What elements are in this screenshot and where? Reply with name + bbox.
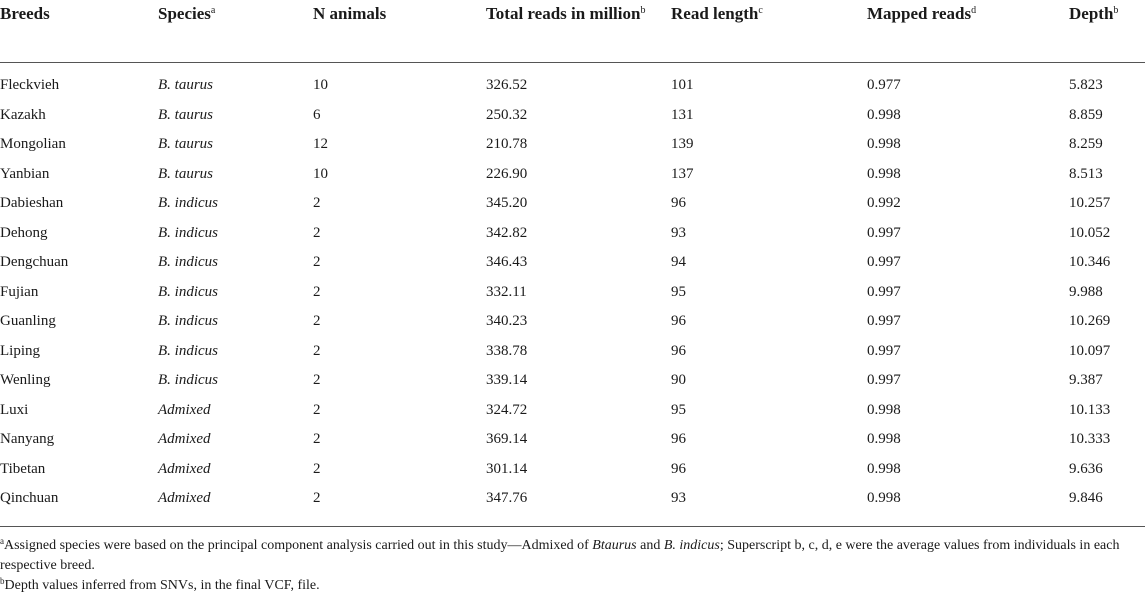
species-cell: B. indicus bbox=[158, 283, 218, 300]
species-cell: B. indicus bbox=[158, 195, 218, 212]
header-n-animals: N animals bbox=[313, 0, 486, 63]
species-cell: B. taurus bbox=[158, 136, 214, 153]
read-length-cell: 93 bbox=[671, 224, 686, 241]
breed-cell: Fujian bbox=[0, 283, 39, 300]
footnote-mark-d: d bbox=[971, 5, 977, 16]
breed-cell: Fleckvieh bbox=[0, 77, 60, 94]
read-length-cell: 96 bbox=[671, 342, 686, 359]
total-reads-cell: 342.82 bbox=[486, 224, 528, 241]
n-animals-cell: 2 bbox=[313, 490, 321, 507]
species-cell: B. indicus bbox=[158, 372, 218, 389]
mapped-reads-cell: 0.997 bbox=[867, 224, 901, 241]
n-animals-cell: 2 bbox=[313, 313, 321, 330]
mapped-reads-cell: 0.998 bbox=[867, 401, 901, 418]
total-reads-cell: 326.52 bbox=[486, 77, 528, 94]
species-cell: B. taurus bbox=[158, 106, 214, 123]
mapped-reads-cell: 0.997 bbox=[867, 313, 901, 330]
breed-cell: Dehong bbox=[0, 224, 48, 241]
mapped-reads-cell: 0.998 bbox=[867, 106, 901, 123]
species-cell: B. indicus bbox=[158, 342, 218, 359]
species-cell: Admixed bbox=[158, 490, 211, 507]
mapped-reads-cell: 0.998 bbox=[867, 431, 901, 448]
breed-cell: Dengchuan bbox=[0, 254, 69, 271]
total-reads-cell: 332.11 bbox=[486, 283, 527, 300]
header-total-reads: Total reads in million$^b$ bbox=[486, 0, 671, 63]
total-reads-cell: 369.14 bbox=[486, 431, 528, 448]
species-cell: B. indicus bbox=[158, 254, 218, 271]
read-length-cell: 137 bbox=[671, 165, 694, 182]
read-length-cell: 93 bbox=[671, 490, 686, 507]
header-read-length: Read length$^c$ bbox=[671, 0, 867, 63]
species-cell: B. indicus bbox=[158, 313, 218, 330]
breed-cell: Wenling bbox=[0, 372, 51, 389]
footnote-a: $^a$Assigned species were based on the principal component analysis carried out in this study—Admixed of Btaurus and B. indicus; Superscript b, c, d, e were the average values from individuals in each respective breed. bbox=[0, 536, 1120, 573]
read-length-cell: 96 bbox=[671, 431, 686, 448]
n-animals-cell: 6 bbox=[313, 106, 321, 123]
depth-cell: 9.988 bbox=[1069, 283, 1103, 300]
breed-cell: Tibetan bbox=[0, 460, 46, 477]
mapped-reads-cell: 0.992 bbox=[867, 195, 901, 212]
read-length-cell: 90 bbox=[671, 372, 686, 389]
table-row bbox=[0, 219, 1145, 249]
breed-cell: Liping bbox=[0, 342, 40, 359]
total-reads-cell: 210.78 bbox=[486, 136, 528, 153]
mapped-reads-cell: 0.998 bbox=[867, 136, 901, 153]
depth-cell: 10.333 bbox=[1069, 431, 1111, 448]
table-row bbox=[0, 366, 1145, 396]
mapped-reads-cell: 0.977 bbox=[867, 77, 901, 94]
table-row bbox=[0, 160, 1145, 190]
header-species: Species$^a$ bbox=[158, 0, 313, 63]
table-row bbox=[0, 130, 1145, 160]
read-length-cell: 96 bbox=[671, 313, 686, 330]
mapped-reads-cell: 0.997 bbox=[867, 372, 901, 389]
depth-cell: 8.513 bbox=[1069, 165, 1103, 182]
total-reads-cell: 347.76 bbox=[486, 490, 528, 507]
depth-cell: 9.846 bbox=[1069, 490, 1103, 507]
breed-cell: Qinchuan bbox=[0, 490, 59, 507]
breed-cell: Nanyang bbox=[0, 431, 55, 448]
n-animals-cell: 2 bbox=[313, 431, 321, 448]
table-body bbox=[0, 63, 1145, 527]
read-length-cell: 95 bbox=[671, 401, 686, 418]
mapped-reads-cell: 0.998 bbox=[867, 460, 901, 477]
table-row bbox=[0, 248, 1145, 278]
species-cell: B. taurus bbox=[158, 77, 214, 94]
table-row bbox=[0, 278, 1145, 308]
species-cell: B. taurus bbox=[158, 165, 214, 182]
mapped-reads-cell: 0.997 bbox=[867, 342, 901, 359]
table-row bbox=[0, 307, 1145, 337]
total-reads-cell: 250.32 bbox=[486, 106, 528, 123]
read-length-cell: 94 bbox=[671, 254, 686, 271]
n-animals-cell: 2 bbox=[313, 460, 321, 477]
total-reads-cell: 345.20 bbox=[486, 195, 528, 212]
n-animals-cell: 10 bbox=[313, 165, 328, 182]
n-animals-cell: 2 bbox=[313, 372, 321, 389]
read-length-cell: 101 bbox=[671, 77, 694, 94]
header-mapped-reads: Mapped reads$^d$ bbox=[867, 0, 1069, 63]
mapped-reads-cell: 0.997 bbox=[867, 283, 901, 300]
footnotes bbox=[0, 536, 1140, 596]
depth-cell: 10.052 bbox=[1069, 224, 1111, 241]
species-cell: Admixed bbox=[158, 401, 211, 418]
species-cell: Admixed bbox=[158, 460, 211, 477]
depth-cell: 10.269 bbox=[1069, 313, 1111, 330]
footnote-b: $^b$Depth values inferred from SNVs, in the final VCF, file. bbox=[0, 576, 320, 593]
table-row bbox=[0, 425, 1145, 455]
total-reads-cell: 226.90 bbox=[486, 165, 528, 182]
mapped-reads-cell: 0.998 bbox=[867, 490, 901, 507]
header-breeds: Breeds bbox=[0, 0, 158, 63]
footnote-mark-a: a bbox=[210, 5, 216, 16]
footnote-mark-b-depth: b bbox=[1113, 5, 1119, 16]
table-row bbox=[0, 484, 1145, 526]
breed-cell: Yanbian bbox=[0, 165, 50, 182]
footnote-mark-b: b bbox=[640, 5, 646, 16]
depth-cell: 9.387 bbox=[1069, 372, 1103, 389]
header-row bbox=[0, 0, 1145, 63]
depth-cell: 10.097 bbox=[1069, 342, 1111, 359]
read-length-cell: 139 bbox=[671, 136, 694, 153]
n-animals-cell: 2 bbox=[313, 401, 321, 418]
table-row bbox=[0, 396, 1145, 426]
total-reads-cell: 338.78 bbox=[486, 342, 528, 359]
total-reads-cell: 324.72 bbox=[486, 401, 528, 418]
read-length-cell: 96 bbox=[671, 460, 686, 477]
total-reads-cell: 301.14 bbox=[486, 460, 528, 477]
depth-cell: 9.636 bbox=[1069, 460, 1103, 477]
breed-cell: Dabieshan bbox=[0, 195, 64, 212]
n-animals-cell: 10 bbox=[313, 77, 328, 94]
total-reads-cell: 339.14 bbox=[486, 372, 528, 389]
n-animals-cell: 2 bbox=[313, 283, 321, 300]
breed-cell: Guanling bbox=[0, 313, 56, 330]
table-row bbox=[0, 337, 1145, 367]
header-depth: Depth$^b$ bbox=[1069, 0, 1145, 63]
read-length-cell: 95 bbox=[671, 283, 686, 300]
n-animals-cell: 2 bbox=[313, 254, 321, 271]
n-animals-cell: 2 bbox=[313, 224, 321, 241]
breed-cell: Kazakh bbox=[0, 106, 46, 123]
depth-cell: 8.259 bbox=[1069, 136, 1103, 153]
table-row bbox=[0, 189, 1145, 219]
species-cell: B. indicus bbox=[158, 224, 218, 241]
table-row bbox=[0, 455, 1145, 485]
table-row bbox=[0, 63, 1145, 101]
depth-cell: 10.133 bbox=[1069, 401, 1111, 418]
species-cell: Admixed bbox=[158, 431, 211, 448]
mapped-reads-cell: 0.998 bbox=[867, 165, 901, 182]
table-row bbox=[0, 101, 1145, 131]
n-animals-cell: 2 bbox=[313, 195, 321, 212]
breed-cell: Mongolian bbox=[0, 136, 66, 153]
total-reads-cell: 340.23 bbox=[486, 313, 528, 330]
mapped-reads-cell: 0.997 bbox=[867, 254, 901, 271]
total-reads-cell: 346.43 bbox=[486, 254, 528, 271]
depth-cell: 8.859 bbox=[1069, 106, 1103, 123]
n-animals-cell: 2 bbox=[313, 342, 321, 359]
n-animals-cell: 12 bbox=[313, 136, 328, 153]
depth-cell: 10.257 bbox=[1069, 195, 1111, 212]
depth-cell: 10.346 bbox=[1069, 254, 1111, 271]
depth-cell: 5.823 bbox=[1069, 77, 1103, 94]
read-length-cell: 131 bbox=[671, 106, 694, 123]
breed-cell: Luxi bbox=[0, 401, 29, 418]
read-length-cell: 96 bbox=[671, 195, 686, 212]
footnote-mark-c: c bbox=[758, 5, 763, 16]
